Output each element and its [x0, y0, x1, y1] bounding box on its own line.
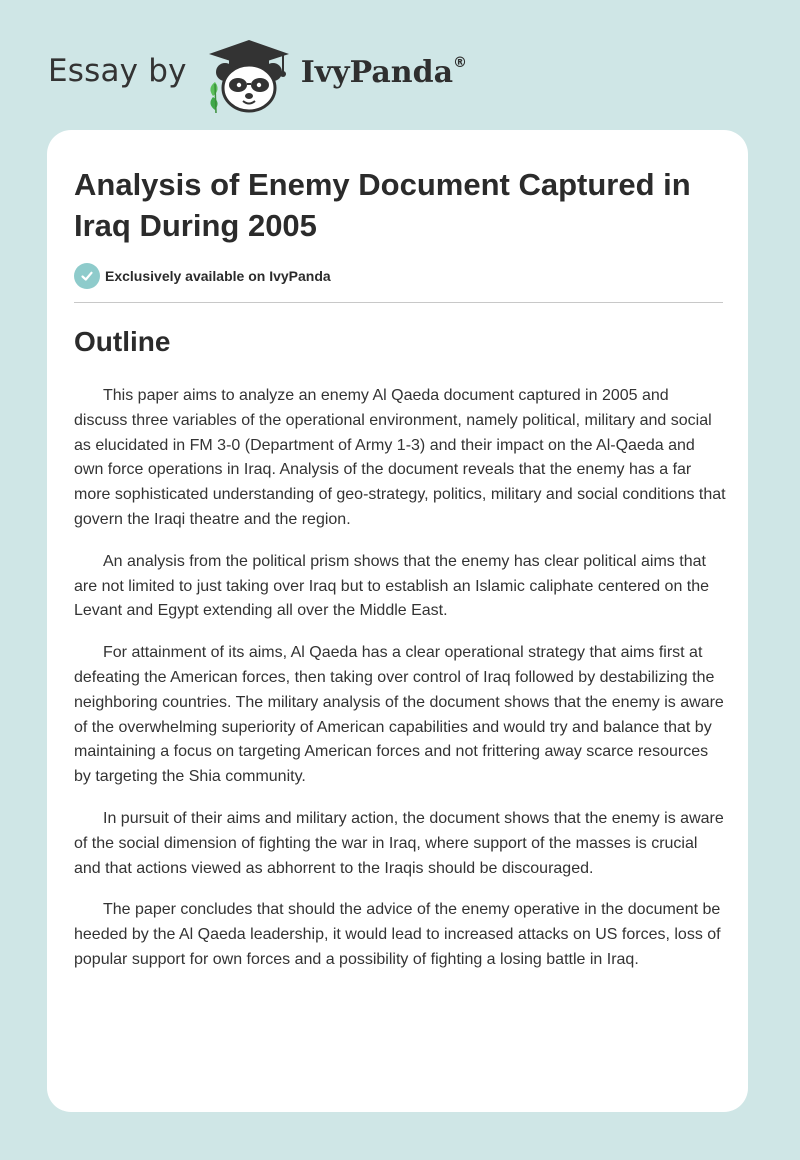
section-heading-outline: Outline — [74, 326, 171, 357]
paragraph: For attainment of its aims, Al Qaeda has a clear operational strategy that aims first at defeating the American forces, then taking over control of Iraq followed by destabilizing the neighboring countries. The military analysis of the document shows that the enemy is aware of the overwhelming superiority of American capabilities and would try and balance that by maintaining a focus on targeting American forces and not frittering away scarce resources by targeting the Shia community. — [74, 644, 724, 786]
paragraph: This paper aims to analyze an enemy Al Qaeda document captured in 2005 and discuss three variables of the operational environment, namely political, military and social as elucidated in FM 3-0 (Department of Army 1-3) and their impact on the Al-Qaeda and own force operations in Iraq. Analysis of the document reveals that the enemy has a far more sophisticated understanding of geo-strategy, politics, military and social conditions that govern the Iraqi theatre and the region. — [74, 387, 726, 528]
divider — [74, 302, 723, 303]
registered-mark: ® — [453, 54, 468, 71]
check-icon — [74, 263, 100, 289]
panda-graduate-logo-icon[interactable] — [203, 34, 295, 114]
page-title: Analysis of Enemy Document Captured in Iraq During 2005 — [74, 167, 691, 243]
exclusive-badge-text: Exclusively available on IvyPanda — [105, 268, 331, 284]
exclusive-badge — [74, 263, 331, 289]
paragraph: In pursuit of their aims and military action, the document shows that the enemy is aware of the social dimension of fighting the war in Iraq, where support of the masses is crucial and that actions viewed as abhorrent to the Iraqis should be discouraged. — [74, 809, 724, 877]
paragraph: The paper concludes that should the advice of the enemy operative in the document be heeded by the Al Qaeda leadership, it would lead to increased attacks on US forces, loss of popular support for own forces and a possibility of fighting a losing battle in Iraq. — [74, 901, 721, 968]
paragraph: An analysis from the political prism shows that the enemy has clear political aims that are not limited to just taking over Iraq but to establish an Islamic caliphate centered on the Levant and Egypt extending all over the Middle East. — [74, 552, 710, 620]
essay-by-label: Essay by — [48, 53, 187, 89]
essay-card — [47, 130, 748, 1112]
brand-name[interactable]: IvyPanda® — [300, 54, 468, 90]
essay-body — [74, 384, 726, 990]
site-header — [48, 34, 467, 114]
